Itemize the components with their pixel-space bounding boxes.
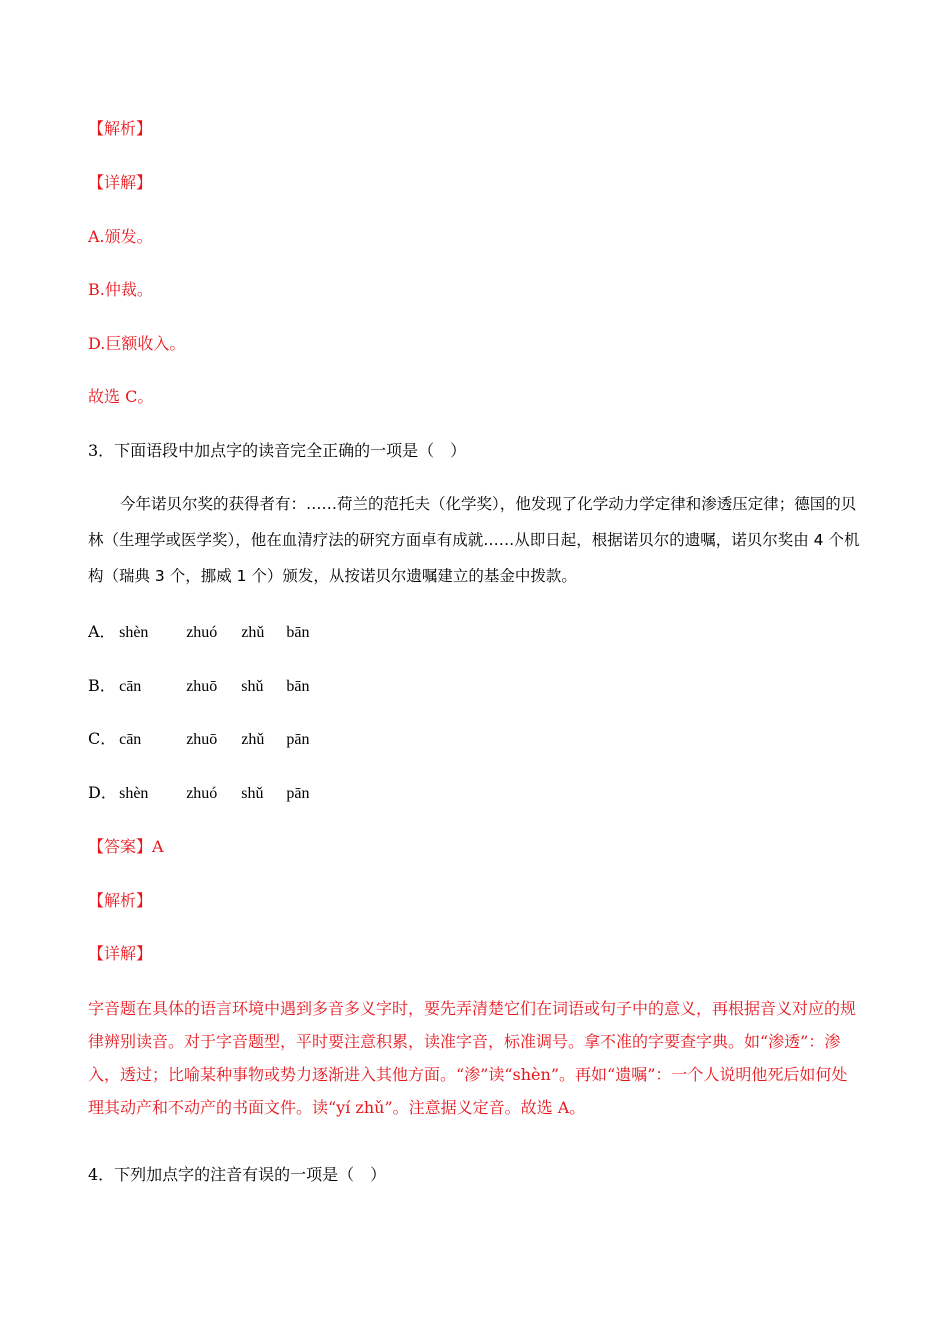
option-letter: A． [88, 622, 116, 641]
option-letter: B． [88, 676, 116, 695]
option-letter: D． [88, 783, 117, 802]
pinyin: zhǔ [241, 624, 265, 641]
xiangjie-label-1: 【详解】 [88, 173, 153, 192]
pinyin: zhuó [186, 785, 218, 802]
question-3-explanation: 字音题在具体的语言环境中遇到多音多义字时，要先弄清楚它们在词语或句子中的意义，再根据音义对应的规律辨别读音。对于字音题型，平时要注意积累，读准字音，标准调号。拿不准的字要查字典。如“渗透”：渗入，透过；比喻某种事物或势力逐渐进入其他方面。“渗”读“shèn”。再如“遗嘱”：一个人说明他死后如何处理其动产和不动产的书面文件。读“yí zhǔ”。注意据义定音。故选 A。 [88, 999, 857, 1117]
answer-choice-line: 故选 C。 [88, 387, 154, 406]
pinyin: bān [286, 678, 310, 695]
detail-line-b: B.仲裁。 [88, 280, 153, 299]
option-b [88, 675, 327, 698]
pinyin: shèn [119, 624, 149, 641]
pinyin: cān [119, 678, 142, 695]
pinyin: pān [286, 731, 310, 748]
option-letter: C． [88, 729, 117, 748]
pinyin: zhuō [186, 678, 218, 695]
pinyin: cān [119, 731, 142, 748]
pinyin: shǔ [241, 785, 264, 802]
question-3-passage: 今年诺贝尔奖的获得者有：……荷兰的范托夫（化学奖），他发现了化学动力学定律和渗透压定律；德国的贝林（生理学或医学奖），他在血清疗法的研究方面卓有成就……从即日起，根据诺贝尔的遗嘱，诺贝尔奖由 4 个机构（瑞典 3 个，挪威 1 个）颁发，从按诺贝尔遗嘱建立的基金中拨款。 [88, 495, 860, 585]
option-d [88, 782, 327, 805]
pinyin: pān [286, 785, 310, 802]
jiexi-label-1: 【解析】 [88, 119, 153, 138]
pinyin: zhǔ [241, 731, 265, 748]
pinyin: bān [286, 624, 310, 641]
option-c [88, 728, 327, 751]
pinyin: zhuō [186, 731, 218, 748]
pinyin: shǔ [241, 678, 264, 695]
pinyin: shèn [119, 785, 149, 802]
detail-line-d: D.巨额收入。 [88, 334, 186, 353]
question-4-stem: 4．下列加点字的注音有误的一项是（ ） [88, 1165, 387, 1184]
option-a [88, 621, 327, 644]
pinyin: zhuó [186, 624, 218, 641]
answer-label: 【答案】A [88, 837, 164, 856]
xiangjie-label-2: 【详解】 [88, 944, 153, 963]
jiexi-label-2: 【解析】 [88, 891, 153, 910]
question-3-stem: 3．下面语段中加点字的读音完全正确的一项是（ ） [88, 441, 467, 460]
detail-line-a: A.颁发。 [88, 227, 153, 246]
